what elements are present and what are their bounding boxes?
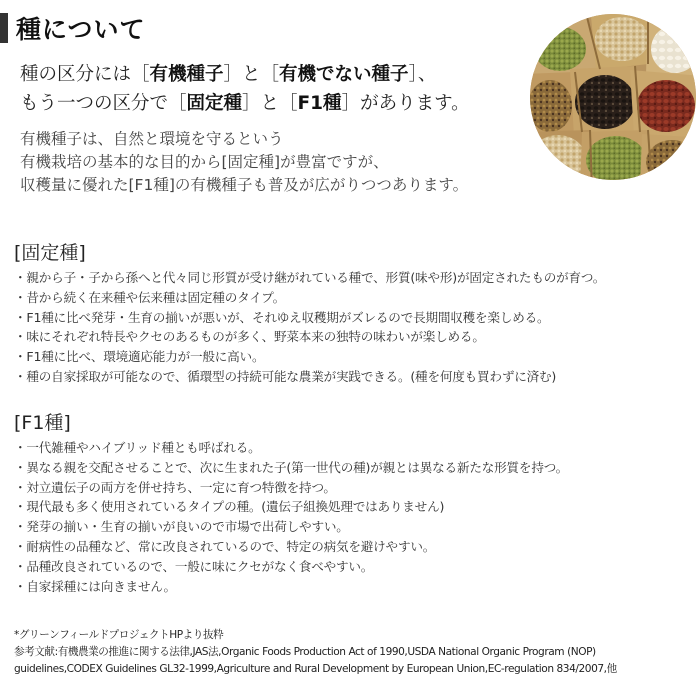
- list-item: ・F1種に比べ、環境適応能力が一般に高い。: [14, 349, 265, 365]
- list-item: ・品種改良されているので、一般に味にクセがなく食べやすい。: [14, 558, 374, 574]
- list-item: ・種の自家採取が可能なので、循環型の持続可能な農業が実践できる。(種を何度も買わずに済む): [14, 368, 557, 384]
- list-item: ・自家採種には向きません。: [14, 578, 176, 594]
- intro-bold-fixed-seed: 固定種: [186, 93, 243, 114]
- intro-text-part: 種の区分には［: [20, 64, 150, 85]
- intro-text-part: ］、: [408, 64, 437, 85]
- intro-text-part: もう一つの区分で［: [20, 93, 187, 114]
- description-line: 有機栽培の基本的な目的から[固定種]が豊富ですが、: [20, 153, 389, 171]
- description-line: 有機種子は、自然と環境を守るという: [20, 130, 284, 148]
- header-accent-bar: [0, 13, 8, 43]
- reference-line: guidelines,CODEX Guidelines GL32-1999,Agriculture and Rural Development by European Union,EC-regulation 834/2007,他: [14, 663, 617, 675]
- f1-seed-list: [14, 438, 694, 596]
- fixed-seed-list: [14, 268, 694, 387]
- list-item: ・異なる親を交配させることで、次に生まれた子(第一世代の種)が親とは異なる新たな形質を持つ。: [14, 459, 568, 475]
- list-item: ・耐病性の品種など、常に改良されているので、特定の病気を避けやすい。: [14, 538, 436, 554]
- intro-line-1: [20, 60, 520, 89]
- references: [14, 627, 694, 678]
- intro-line-2: [20, 89, 520, 118]
- intro-text-part: ］と［: [242, 93, 298, 114]
- source-note: *グリーンフィールドプロジェクトHPより抜粋: [14, 629, 224, 641]
- intro-text: [20, 60, 520, 118]
- description-line: 収穫量に優れた[F1種]の有機種子も普及が広がりつつあります。: [20, 176, 469, 194]
- list-item: ・親から子・子から孫へと代々同じ形質が受け継がれている種で、形質(味や形)が固定されたものが育つ。: [14, 270, 606, 285]
- intro-bold-non-organic-seed: 有機でない種子: [279, 64, 409, 85]
- intro-bold-f1-seed: F1種: [297, 93, 342, 114]
- intro-text-part: ］があります。: [341, 93, 470, 114]
- page-title: 種について: [16, 15, 146, 44]
- seed-bags-illustration: [530, 14, 696, 180]
- f1-seed-heading: [F1種]: [14, 412, 71, 434]
- seed-bags-image: [530, 14, 696, 180]
- reference-line: 参考文献:有機農業の推進に関する法律,JAS法,Organic Foods Production Act of 1990,USDA National Organic Program (NOP): [14, 646, 596, 658]
- list-item: ・対立遺伝子の両方を併せ持ち、一定に育つ特徴を持つ。: [14, 479, 336, 495]
- list-item: ・昔から続く在来種や伝来種は固定種のタイプ。: [14, 289, 286, 305]
- list-item: ・現代最も多く使用されているタイプの種。(遺伝子組換処理ではありません): [14, 499, 445, 515]
- intro-bold-organic-seed: 有機種子: [149, 64, 224, 85]
- description: [20, 128, 540, 197]
- fixed-seed-heading: [固定種]: [14, 242, 86, 264]
- list-item: ・F1種に比べ発芽・生育の揃いが悪いが、それゆえ収穫期がズレるので長期間収穫を楽しめる。: [14, 309, 550, 325]
- list-item: ・発芽の揃い・生育の揃いが良いので市場で出荷しやすい。: [14, 519, 349, 535]
- list-item: ・味にそれぞれ特長やクセのあるものが多く、野菜本来の独特の味わいが楽しめる。: [14, 329, 485, 345]
- page-header: [0, 8, 146, 48]
- intro-text-part: ］と［: [223, 64, 280, 85]
- list-item: ・一代雑種やハイブリッド種とも呼ばれる。: [14, 440, 261, 455]
